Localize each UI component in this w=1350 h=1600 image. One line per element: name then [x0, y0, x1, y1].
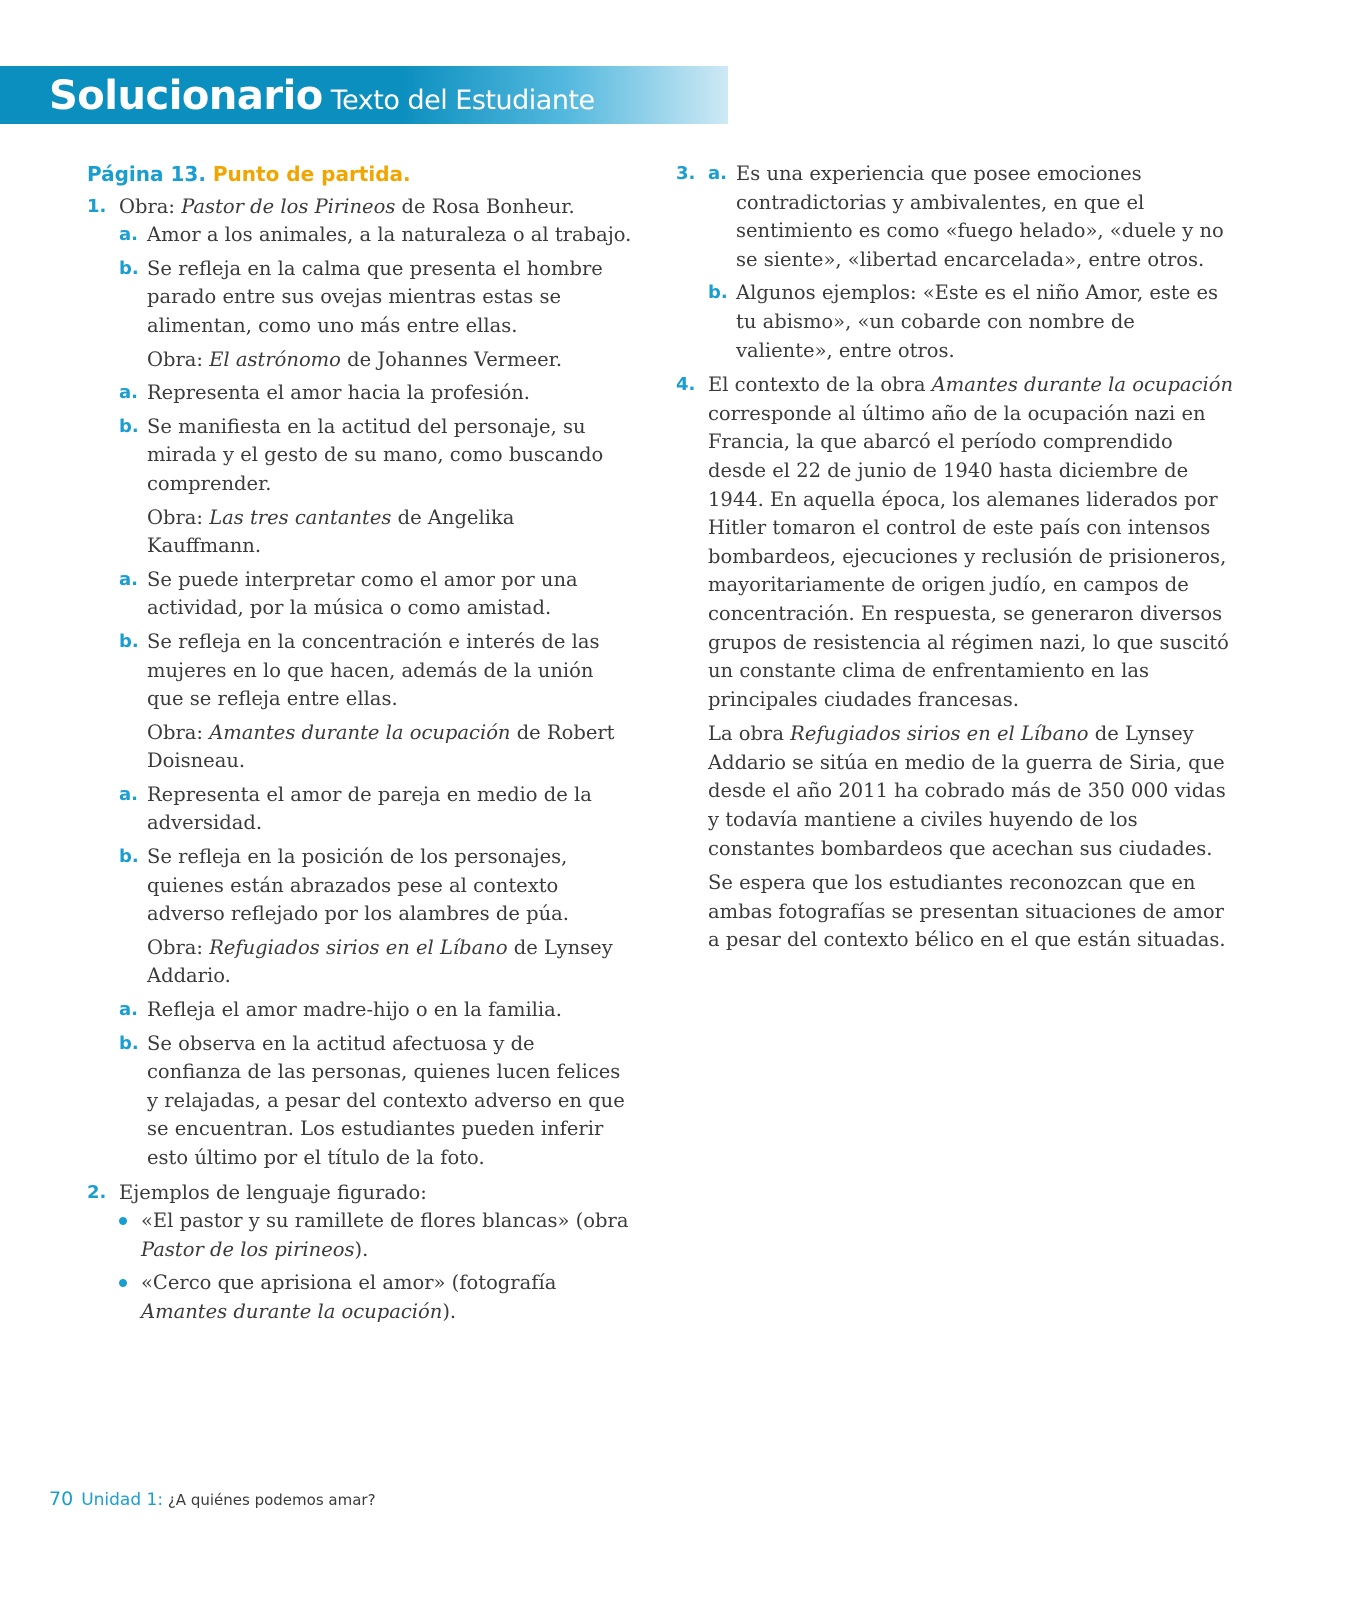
answer-text: Representa el amor de pareja en medio de la adversidad.	[147, 782, 592, 835]
question-3	[676, 160, 1236, 365]
obra-line	[119, 934, 632, 991]
obra-author: de Rosa Bonheur.	[395, 194, 575, 218]
label-a: a.	[119, 999, 138, 1021]
label-a: a.	[119, 382, 138, 404]
answer-a	[119, 781, 632, 838]
paragraph	[708, 720, 1236, 863]
question-intro: Ejemplos de lenguaje figurado:	[119, 1180, 427, 1204]
label-b: b.	[119, 630, 139, 652]
answer-b	[119, 628, 632, 714]
answer-text: Se observa en la actitud afectuosa y de confianza de las personas, quienes lucen felices y relajadas, a pesar del contexto adverso en que se encuentran. Los estudiantes pueden inferir esto último por el título de la foto.	[147, 1031, 625, 1169]
paragraph-text: corresponde al último año de la ocupación nazi en Francia, la que abarcó el período comprendido desde el 22 de junio de 1940 hasta diciembre de 1944. En aquella época, los alemanes liderados por Hitler tomaron el control de este país con intensos bombardeos, ejecuciones y reclusión de prisioneros, mayoritariamente de origen judío, en campos de concentración. En respuesta, se generaron diversos grupos de resistencia al régimen nazi, lo que suscitó un constante clima de enfrentamiento en las principales ciudades francesas.	[708, 401, 1229, 711]
obra-prefix: Obra:	[147, 935, 210, 959]
question-number: 1.	[87, 195, 107, 217]
answer-text: Es una experiencia que posee emociones contradictorias y ambivalentes, en que el sentimiento es como «fuego helado», «duele y no se siente», «libertad encarcelada», entre otros.	[736, 162, 1224, 271]
obra-title: Refugiados sirios en el Líbano	[209, 935, 508, 959]
label-b: b.	[119, 846, 139, 868]
question-number: 3.	[676, 163, 696, 184]
header-band	[0, 66, 728, 124]
obra-prefix: Obra:	[147, 347, 210, 371]
obra-line	[119, 346, 632, 375]
left-column	[87, 160, 632, 1333]
section-title: Punto de partida.	[212, 162, 411, 186]
obra-prefix: Obra:	[147, 505, 210, 529]
paragraph-italic: Refugiados sirios en el Líbano	[790, 722, 1089, 746]
label-b: b.	[119, 257, 139, 279]
answer-b	[119, 413, 632, 499]
answer-a	[119, 566, 632, 623]
unit-title: ¿A quiénes podemos amar?	[163, 1491, 376, 1509]
label-b: b.	[708, 282, 728, 304]
page-footer	[49, 1488, 376, 1510]
header-title-main: Solucionario	[49, 73, 323, 119]
label-a: a.	[119, 568, 138, 590]
answer-text: Se refleja en la posición de los personajes, quienes están abrazados pese al contexto adverso reflejado por los alambres de púa.	[147, 845, 569, 926]
question-number: 2.	[87, 1181, 107, 1203]
answer-text: Amor a los animales, a la naturaleza o al trabajo.	[147, 223, 632, 247]
answer-a	[119, 996, 632, 1025]
obra-author: de Johannes Vermeer.	[340, 347, 563, 371]
unit-label: Unidad 1:	[81, 1490, 164, 1510]
obra-line	[119, 504, 632, 561]
label-b: b.	[119, 1032, 139, 1054]
section-heading	[87, 160, 632, 189]
header-subtitle: Texto del Estudiante	[330, 85, 595, 116]
obra-prefix: Obra:	[119, 194, 182, 218]
answer-text: Algunos ejemplos: «Este es el niño Amor, este es tu abismo», «un cobarde con nombre de valiente», entre otros.	[736, 281, 1219, 362]
answer-text: Representa el amor hacia la profesión.	[147, 381, 530, 405]
page-number: 70	[49, 1488, 74, 1510]
obra-title: Amantes durante la ocupación	[209, 720, 511, 744]
question-1	[87, 193, 632, 1173]
answer-b	[119, 255, 632, 341]
answer-a	[119, 221, 632, 250]
section-label: Página 13.	[87, 162, 206, 186]
bullet-item	[119, 1207, 632, 1264]
answer-a	[119, 379, 632, 408]
answer-b	[119, 1030, 632, 1173]
obra-author: de Robert Doisneau.	[147, 720, 615, 773]
label-a: a.	[119, 783, 138, 805]
paragraph-text: La obra	[708, 722, 791, 746]
paragraph-text: de Lynsey Addario se sitúa en medio de la guerra de Siria, que desde el año 2011 ha cobrado más de 350 000 vidas y todavía mantiene a civiles huyendo de los constantes bombardeos que acechan sus ciudades.	[708, 722, 1226, 860]
answer-b	[119, 843, 632, 929]
answer-a	[708, 160, 1236, 274]
obra-line	[119, 193, 632, 222]
obra-line	[119, 719, 632, 776]
label-a: a.	[119, 224, 138, 246]
bullet-end: ).	[354, 1237, 369, 1261]
bullet-italic: Amantes durante la ocupación	[141, 1299, 443, 1323]
obra-title: El astrónomo	[209, 347, 341, 371]
answer-text: Refleja el amor madre-hijo o en la familia.	[147, 998, 562, 1022]
bullet-text: «El pastor y su ramillete de flores blancas» (obra	[141, 1209, 629, 1233]
bullet-dot-icon	[119, 1279, 127, 1287]
answer-text: Se manifiesta en la actitud del personaje, su mirada y el gesto de su mano, como buscando comprender.	[147, 414, 604, 495]
bullet-italic: Pastor de los pirineos	[141, 1237, 355, 1261]
paragraph: Se espera que los estudiantes reconozcan que en ambas fotografías se presentan situaciones de amor a pesar del contexto bélico en el que están situadas.	[708, 871, 1226, 952]
paragraph-text: El contexto de la obra	[708, 373, 932, 397]
label-b: b.	[119, 415, 139, 437]
obra-title: Pastor de los Pirineos	[181, 194, 396, 218]
right-column	[676, 160, 1236, 961]
header-title	[49, 68, 595, 129]
bullet-item	[119, 1269, 632, 1326]
obra-author: de Angelika Kauffmann.	[147, 505, 515, 558]
answer-text: Se puede interpretar como el amor por una actividad, por la música o como amistad.	[147, 567, 578, 620]
obra-title: Las tres cantantes	[209, 505, 392, 529]
bullet-text: «Cerco que aprisiona el amor» (fotografía	[141, 1271, 557, 1295]
obra-author: de Lynsey Addario.	[147, 935, 613, 988]
label-a: a.	[708, 163, 727, 184]
question-4	[676, 371, 1236, 955]
obra-prefix: Obra:	[147, 720, 210, 744]
paragraph-italic: Amantes durante la ocupación	[931, 373, 1234, 397]
paragraph	[708, 371, 1236, 714]
bullet-end: ).	[442, 1299, 457, 1323]
question-2	[87, 1179, 632, 1327]
answer-text: Se refleja en la concentración e interés de las mujeres en lo que hacen, además de la unión que se refleja entre ellas.	[147, 629, 600, 711]
question-number: 4.	[676, 374, 696, 396]
answer-b	[708, 279, 1236, 365]
answer-text: Se refleja en la calma que presenta el hombre parado entre sus ovejas mientras estas se alimentan, como uno más entre ellas.	[147, 256, 603, 337]
bullet-dot-icon	[119, 1217, 127, 1225]
